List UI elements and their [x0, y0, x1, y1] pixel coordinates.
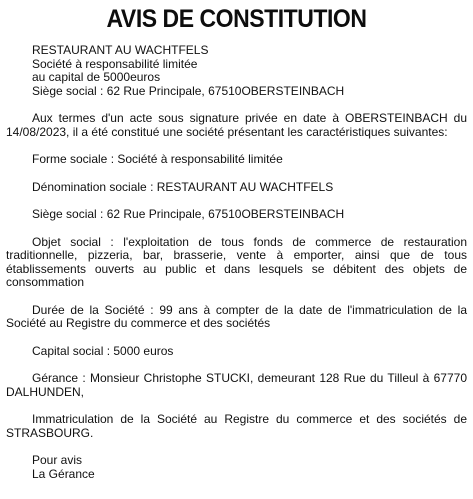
- siege-paragraph: Siège social : 62 Rue Principale, 67510OBERSTEINBACH: [32, 207, 345, 221]
- gerance-paragraph: Gérance : Monsieur Christophe STUCKI, demeurant 128 Rue du Tilleul à 67770 DALHUNDEN,: [6, 371, 467, 399]
- denomination-paragraph: Dénomination sociale : RESTAURANT AU WACHTFELS: [32, 179, 334, 194]
- notice-body: [6, 44, 467, 481]
- company-name: RESTAURANT AU WACHTFELS: [32, 43, 209, 57]
- forme-sociale-paragraph: Forme sociale : Société à responsabilité limitée: [32, 152, 283, 166]
- pour-avis-label: Pour avis: [32, 453, 83, 467]
- company-legal-form: Société à responsabilité limitée: [32, 56, 198, 71]
- company-capital: au capital de 5000euros: [32, 70, 161, 84]
- objet-paragraph: Objet social : l'exploitation de tous fonds de commerce de restauration traditionnelle, pizzeria, bar, brasserie, vente à emporter, ainsi que de tous établissements ouverts au public et dans lesquels se débitent des objets de consommation: [6, 234, 467, 289]
- immatriculation-paragraph: Immatriculation de la Société au Registre du commerce et des sociétés de STRASBOURG.: [6, 412, 467, 440]
- company-header: [6, 44, 467, 98]
- capital-paragraph: Capital social : 5000 euros: [32, 343, 174, 358]
- signature-block: [6, 454, 467, 481]
- duree-paragraph: Durée de la Société : 99 ans à compter de la date de l'immatriculation de la Société au Registre du commerce et des sociétés: [6, 302, 467, 330]
- company-registered-office: Siège social : 62 Rue Principale, 67510OBERSTEINBACH: [32, 83, 345, 98]
- notice-title: AVIS DE CONSTITUTION: [106, 5, 367, 33]
- intro-paragraph: Aux termes d'un acte sous signature privée en date à OBERSTEINBACH du 14/08/2023, il a été constitué une société présentant les caractéristiques suivantes:: [6, 111, 467, 139]
- gerance-signature: La Gérance: [32, 466, 95, 481]
